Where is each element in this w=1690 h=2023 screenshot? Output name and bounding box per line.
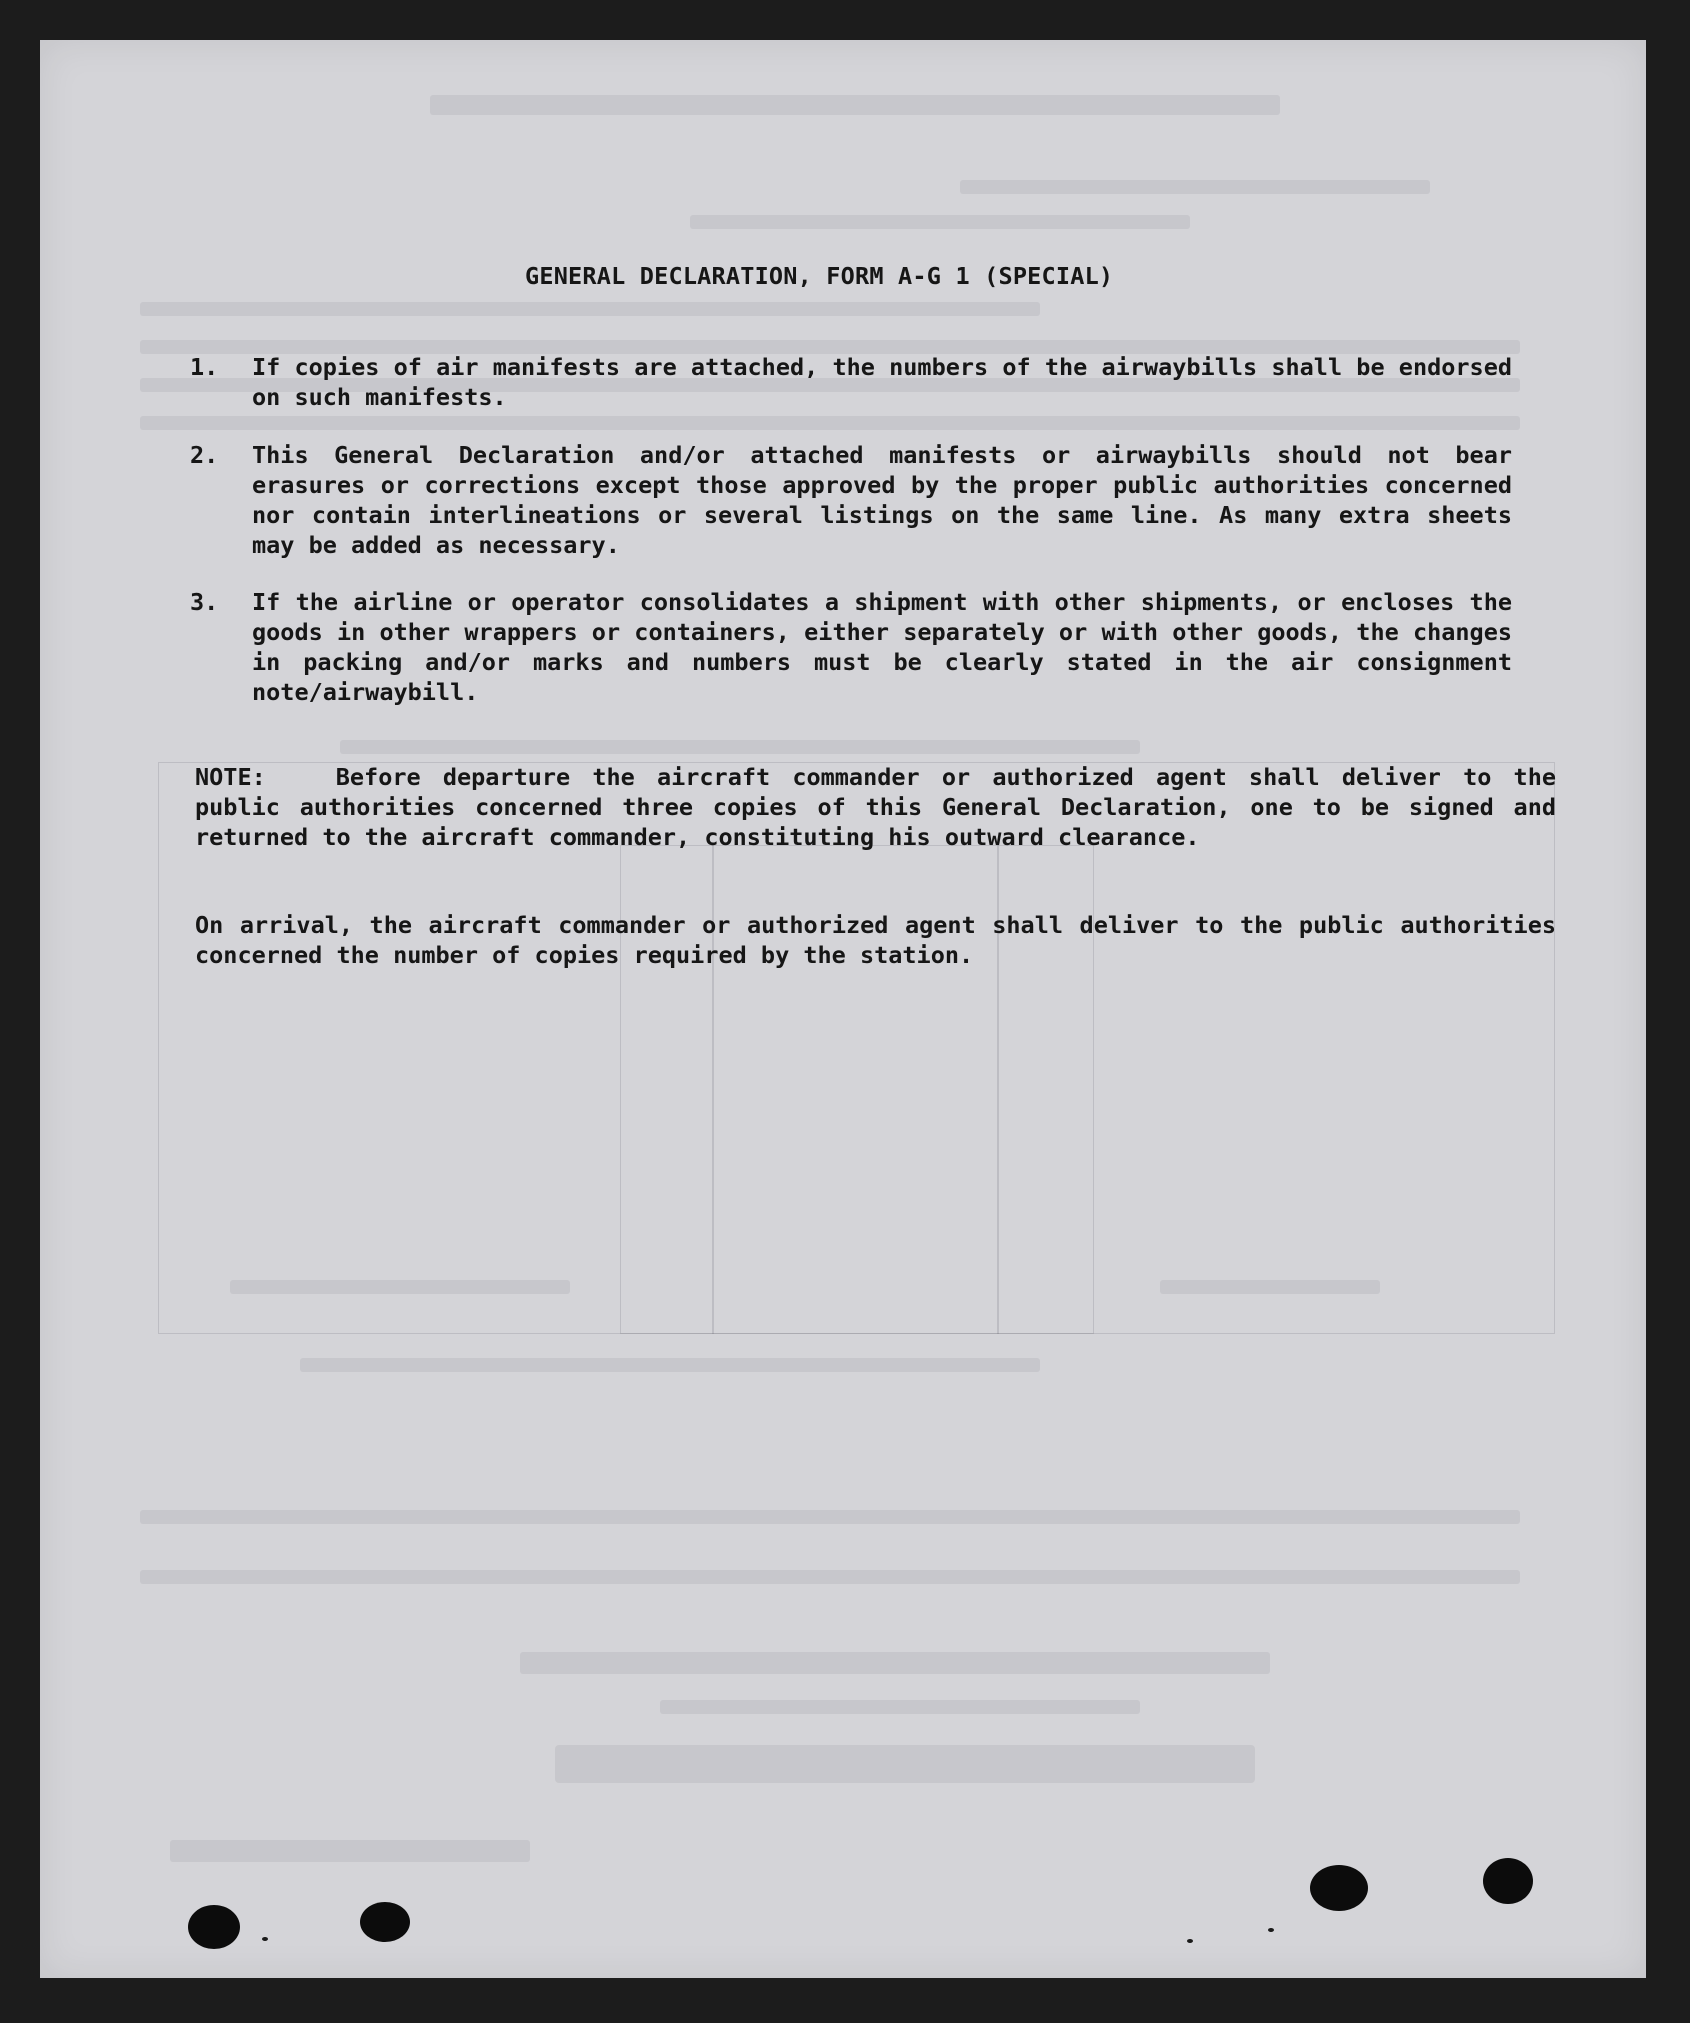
page-title: GENERAL DECLARATION, FORM A-G 1 (SPECIAL) [525, 262, 1114, 290]
item-text: This General Declaration and/or attached manifests or airwaybills should not bear erasures or corrections except those approved by the proper public authorities concerned nor contain interlineations or several listings on the same line. As many extra sheets may be added as necessary. [252, 441, 1512, 559]
punch-hole [360, 1902, 410, 1942]
item-number: 3. [190, 588, 219, 616]
instruction-item-3 [190, 587, 1550, 707]
item-text: If the airline or operator consolidates a shipment with other shipments, or encloses the goods in other wrappers or containers, either separately or with other goods, the changes in packing and/or marks and numbers must be clearly stated in the air consignment note/airwaybill. [252, 588, 1512, 706]
note-label: NOTE: [195, 763, 266, 791]
bleed-through-background [40, 40, 1646, 1978]
note-paragraph [195, 762, 1556, 852]
instruction-item-1 [190, 352, 1550, 412]
ink-speck [262, 1937, 268, 1941]
item-text: If copies of air manifests are attached, the numbers of the airwaybills shall be endorsed on such manifests. [252, 353, 1512, 411]
document-page [40, 40, 1646, 1978]
punch-hole [188, 1905, 240, 1949]
arrival-paragraph: On arrival, the aircraft commander or authorized agent shall deliver to the public authorities concerned the number of copies required by the station. [195, 911, 1556, 969]
punch-hole [1310, 1865, 1368, 1911]
note-text: Before departure the aircraft commander or authorized agent shall deliver to the public authorities concerned three copies of this General Declaration, one to be signed and returned to the aircraft commander, constituting his outward clearance. [195, 763, 1556, 851]
ink-speck [1268, 1928, 1274, 1932]
ink-speck [1187, 1939, 1193, 1943]
instruction-item-2 [190, 440, 1550, 560]
item-number: 2. [190, 441, 219, 469]
punch-hole [1483, 1858, 1533, 1904]
item-number: 1. [190, 353, 219, 381]
